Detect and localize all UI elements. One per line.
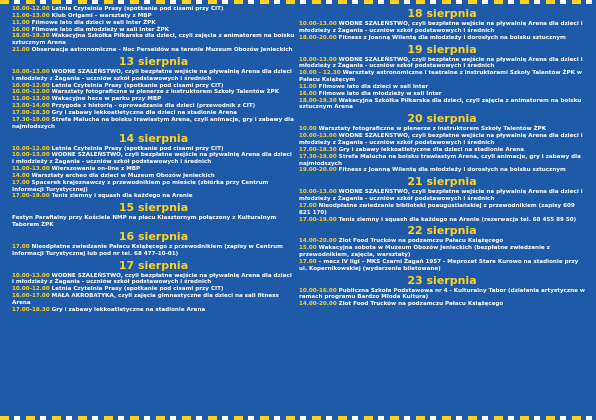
right-day-sections [299,7,585,308]
day-heading: 18 sierpnia [407,7,477,20]
event-item [12,20,295,27]
event-time: 17.00 [12,243,30,250]
day-heading: 20 sierpnia [407,112,477,126]
top-decorative-border [0,0,596,4]
event-time: 17.00-19.00 [299,216,337,223]
event-item [12,6,295,13]
day-heading: 22 sierpnia [407,224,477,238]
event-text: WODNE SZALEŃSTWO, czyli bezpłatne wejście na pływalnię Arena dla dzieci i młodzieży z Żagania - uczniów szkół podstawowych i średnich [299,56,583,70]
event-item [12,286,295,293]
event-text: Letnia Czytelnia Prasy (spotkanie pod cisami przy CIT) [51,286,224,293]
event-item [12,180,295,194]
event-text: Letnia Czytelnia Prasy (spotkanie pod cisami przy CIT) [51,6,224,12]
event-item [299,301,585,308]
event-item [12,152,295,166]
event-time: 17.00 [299,202,317,209]
event-item [299,154,585,168]
event-item [12,307,295,314]
event-item [299,91,585,98]
event-text: Warsztaty archeo dla dzieci w Muzeum Obozów Jenieckich [31,172,215,179]
event-item [299,57,585,71]
event-item [299,217,585,224]
event-time: 16.00-17.00 [12,293,50,300]
event-item [299,259,585,273]
event-item [12,69,295,83]
event-time: 16.00 [12,26,30,33]
event-text: Fitness z Joanną Wilentą dla młodzieży i dorosłych na boisku sztucznym [338,167,566,174]
event-text: Strefa Malucha na boisku trawiastym Arena, czyli animacje, gry i zabawy dla najmłodszych [12,116,294,130]
day-heading: 17 sierpnia [118,258,189,272]
event-time: 17.00-18.30 [299,146,337,153]
event-text: Tenis ziemny i squash dla każdego na Arenie [51,193,193,200]
event-item [299,98,585,112]
event-item [12,273,295,287]
event-time: 21.00 [12,47,30,54]
event-item [299,35,585,42]
event-text: WODNE SZALEŃSTWO, czyli bezpłatne wejście na pływalnię Arena dla dzieci i młodzieży z Żagania - uczniów szkół podstawowych i średnich [299,133,583,146]
event-text: Letnia Czytelnia Prasy (spotkanie pod cisami przy CIT) [51,82,224,89]
event-item [299,21,585,35]
event-item [12,103,295,110]
event-text: Letnia Czytelnia Prasy (spotkanie pod cisami przy CIT) [51,145,224,152]
event-time: 10.00 - 12.30 [299,70,341,77]
event-time: 10.00-13.00 [12,68,50,75]
event-time: 17.30-19.00 [299,153,337,160]
event-text: Tenis ziemny i squash dla każdego na Arenie (rezerwacja tel. 68 455 89 50) [338,216,577,223]
event-text: Zlot Food Trucków na podzamczu Pałacu Książęcego [338,301,504,308]
right-column [299,6,585,308]
event-text: Wierszowanie on-line z MBP [51,166,141,173]
event-text: Filmowe lato dla młodzieży w sali Inter [318,90,442,97]
event-time: 10.00-12.00 [12,89,50,96]
event-text: Klub Origami – warsztaty z MBP [51,12,152,19]
event-item [299,133,585,147]
event-time: 14.00-20.00 [299,301,337,308]
event-time: 17.00-19.00 [12,193,50,200]
event-item [12,33,295,47]
event-time: 19.00-20.00 [299,167,337,174]
event-text: Filmowe lato dla młodzieży w sali Inter ŻPK [31,26,169,33]
event-item [12,47,295,54]
event-item [299,70,585,84]
event-item [12,215,295,229]
event-item [12,110,295,117]
event-item [12,244,295,258]
event-time: 14.00-20.00 [299,238,337,245]
event-time: 14.00 [12,172,30,179]
event-item [12,293,295,307]
event-item [299,147,585,154]
event-time: 10.00-12.00 [12,286,50,293]
event-time: 18.00-19.30 [299,97,337,104]
event-time: 11.00 [299,83,317,90]
event-item [12,173,295,180]
event-item [299,189,585,203]
left-column [12,6,295,314]
event-time: 10.00-12.00 [12,6,50,12]
event-time: 17.00-18.30 [12,306,50,313]
event-time: 10.00-16.00 [299,287,337,294]
event-text: Gry i zabawy lekkoatletyczne dla dzieci na stadionie Arena [51,109,237,116]
event-text: WODNE SZALEŃSTWO, czyli bezpłatne wejście na pływalnię Arena dla dzieci i młodzieży z Żagania - uczniów szkół podstawowych i średnich [12,272,292,286]
event-text: Wakacyjna sobota w Muzeum Obozów Jenieckich (bezpłatne zwiedzanie z przewodnikiem, zajęcia, warsztaty) [299,245,550,259]
left-day-sections [12,55,295,314]
event-time: 10.00-13.00 [299,133,337,140]
event-item [12,96,295,103]
event-text: Wakacyjna Szkółka Piłkarska dla dzieci, czyli zajęcia z animatorem na boisku sztucznym Arena [12,33,295,47]
event-item [299,288,585,302]
bottom-decorative-border [0,416,596,420]
event-text: WODNE SZALEŃSTWO, czyli bezpłatne wejście na pływalnię Arena dla dzieci i młodzieży z Żagania - uczniów szkół podstawowych i średnich [12,152,292,166]
event-time: 10.00-13.00 [299,56,337,63]
event-time: 11.00-13.00 [12,96,50,103]
event-time: 17.00 [299,258,317,265]
event-text: Nieodpłatne zwiedzanie Pałacu Książęcego z przewodnikiem (zapisy w Centrum Informacji Turystycznej lub pod nr tel. 68 477-10-01) [12,243,283,257]
event-text: Spacerek krajoznawczy z przewodnikiem po mieście (zbiórka przy Centrum Informacji Turystycznej) [12,179,269,193]
event-text: Filmowe lato dla dzieci w sali Inter [318,83,429,90]
day-heading: 14 sierpnia [118,131,189,145]
event-text: Publiczna Szkoła Podstawowa nr 4 - Kulturalny Tabor (działania artystyczne w ramach programu Bardzo Młoda Kultura) [299,287,585,301]
event-item [12,193,295,200]
event-time: 10.00-12.00 [12,145,50,152]
event-text: Nieodpłatne zwiedzanie biblioteki poaugustiańskiej z przewodnikiem (zapisy 609 821 170) [299,202,575,216]
event-text: MAŁA AKROBATYKA, czyli zajęcia gimnastyczne dla dzieci na sali fitness Arena [12,293,279,306]
event-item [299,84,585,91]
event-time: 10.00-13.00 [299,21,337,27]
event-text: Strefa Malucha na boisku trawiastym Arena, czyli animacje, gry i zabawy dla najmłodszych [299,153,581,167]
event-item [12,117,295,131]
event-item [299,167,585,174]
event-time: 10.00-13.00 [299,189,337,196]
event-time: 11.00-13.00 [12,166,50,173]
event-time: 11.00-13.00 [12,12,50,19]
event-text: – mecz IV ligi – MKS Czarni Żagań 1957 - Meprozet Stare Kurowo na stadionie przy ul. Kopernikowskiej (wydarzenie biletowane) [299,258,579,272]
event-time: 13.00-14.00 [12,103,50,110]
event-text: Przygoda z historią - oprowadzanie dla dzieci (przewodnik z CIT) [51,103,256,110]
event-time: 16.00 [299,90,317,97]
event-text: Filmowe lato dla dzieci w sali Inter ŻPK [31,19,156,26]
event-text: Warsztaty fotograficzne w plenerze z instruktorem Szkoły Talentów ŻPK [51,89,280,96]
event-item [12,13,295,20]
day-heading: 19 sierpnia [407,42,477,56]
event-text: Obserwacje astronomiczne - Noc Perseidów na terenie Muzeum Obozów Jenieckich [31,47,293,54]
event-text: Warsztaty astronomiczne i teatralne z instruktorami Szkoły Talentów ŻPK w Pałacu Książęcym [299,70,583,84]
left-intro-events [12,6,295,54]
event-text: WODNE SZALEŃSTWO, czyli bezpłatne wejście na pływalnię Arena dla dzieci i młodzieży z Żagania - uczniów szkół podstawowych i średnich [299,21,583,34]
event-item [299,203,585,217]
event-time: 15.00 [299,245,317,252]
day-heading: 16 sierpnia [118,229,189,243]
event-time: 18.00-20.00 [299,34,337,41]
event-text: Fitness z Joanną Wilentą dla młodzieży i dorosłych na boisku sztucznym [338,34,566,41]
event-time: 10.00-13.00 [12,152,50,159]
event-text: WODNE SZALEŃSTWO, czyli bezpłatne wejście na pływalnię Arena dla dzieci i młodzieży z Żagania - uczniów szkół podstawowych i średnich [299,189,583,203]
event-text: Warsztaty fotograficzne w plenerze z instruktorem Szkoły Talentów ŻPK [318,126,547,133]
day-heading: 21 sierpnia [407,175,477,189]
event-item [299,245,585,259]
event-text: Zlot Food Trucków na podzamczu Pałacu Książęcego [338,238,504,245]
event-time: 10.00 [299,126,317,133]
event-time: 17.30-19.00 [12,116,50,123]
event-text: Wakacyjne hece w parku przy MBP [51,96,162,103]
event-time: 10.00-13.00 [12,272,50,279]
event-time: 11.00 [12,19,30,26]
event-text: Festyn Parafialny przy Kościele NMP na placu Klasztornym połączony z Kulturalnym Taborem ŻPK [12,215,277,229]
event-text: Gry i zabawy lekkoatletyczne na stadionie Arena [51,306,206,313]
event-time: 18.00-19.30 [12,33,50,40]
event-text: Wakacyjna Szkółka Piłkarska dla dzieci, czyli zajęcia z animatorem na boisku sztucznym Arena [299,97,582,111]
day-heading: 15 sierpnia [118,201,189,215]
event-item [12,166,295,173]
event-time: 10.00-12.00 [12,82,50,89]
event-time: 17.00 [12,179,30,186]
event-time: 17.00-18.30 [12,109,50,116]
event-text: WODNE SZALEŃSTWO, czyli bezpłatne wejście na pływalnię Arena dla dzieci i młodzieży z Żagania - uczniów szkół podstawowych i średnich [12,68,292,82]
day-heading: 13 sierpnia [118,54,189,68]
day-heading: 23 sierpnia [407,273,477,287]
event-item [12,89,295,96]
event-text: Gry i zabawy lekkoatletyczne dla dzieci na stadionie Arena [338,146,524,153]
